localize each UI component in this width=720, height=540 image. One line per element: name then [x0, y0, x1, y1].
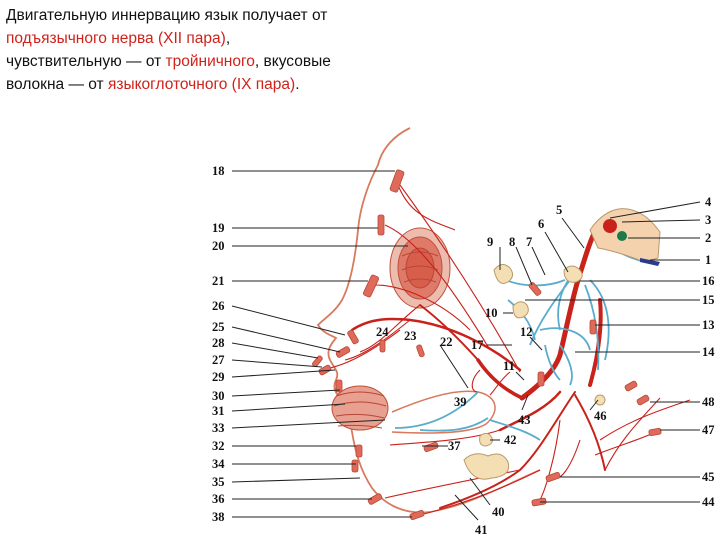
- label-6: 6: [538, 217, 545, 231]
- caption-highlight-hypoglossal: подъязычного нерва (XII пара): [6, 30, 226, 47]
- label-34: 34: [212, 457, 225, 471]
- label-40: 40: [492, 505, 505, 519]
- label-15: 15: [702, 293, 715, 307]
- label-11: 11: [503, 359, 515, 373]
- label-13: 13: [702, 318, 715, 332]
- caption-part: , чувствительную — от: [6, 30, 231, 70]
- label-43: 43: [518, 413, 531, 427]
- label-46: 46: [594, 409, 607, 423]
- label-32: 32: [212, 439, 225, 453]
- label-35: 35: [212, 475, 225, 489]
- caption-part: Двигательную иннервацию язык получает от: [6, 7, 328, 24]
- label-4: 4: [705, 195, 712, 209]
- label-14: 14: [702, 345, 715, 359]
- label-3: 3: [705, 213, 712, 227]
- label-41: 41: [475, 523, 488, 537]
- label-26: 26: [212, 299, 225, 313]
- label-42: 42: [504, 433, 517, 447]
- caption-part: , вкусовые волокна — от: [6, 53, 331, 93]
- label-44: 44: [702, 495, 715, 509]
- label-20: 20: [212, 239, 225, 253]
- caption-highlight-trigeminal: тройничного: [165, 53, 255, 70]
- label-10: 10: [485, 306, 498, 320]
- label-45: 45: [702, 470, 715, 484]
- label-9: 9: [487, 235, 494, 249]
- label-24: 24: [376, 325, 389, 339]
- label-7: 7: [526, 235, 533, 249]
- label-23: 23: [404, 329, 417, 343]
- label-29: 29: [212, 370, 225, 384]
- label-36: 36: [212, 492, 225, 506]
- label-25: 25: [212, 320, 225, 334]
- label-17: 17: [471, 338, 484, 352]
- label-1: 1: [705, 253, 712, 267]
- label-39: 39: [454, 395, 467, 409]
- label-12: 12: [520, 325, 533, 339]
- label-33: 33: [212, 421, 225, 435]
- brainstem: [590, 209, 660, 266]
- label-30: 30: [212, 389, 225, 403]
- label-48: 48: [702, 395, 715, 409]
- label-22: 22: [440, 335, 453, 349]
- label-31: 31: [212, 404, 225, 418]
- label-18: 18: [212, 164, 225, 178]
- label-2: 2: [705, 231, 712, 245]
- caption-part: .: [295, 76, 300, 93]
- label-8: 8: [509, 235, 516, 249]
- caption-highlight-glossopharyngeal: языкоглоточного (IX пара): [107, 76, 296, 93]
- label-28: 28: [212, 336, 225, 350]
- label-47: 47: [702, 423, 715, 437]
- label-38: 38: [212, 510, 225, 524]
- label-5: 5: [556, 203, 563, 217]
- label-37: 37: [448, 439, 461, 453]
- lips-muscle: [332, 386, 388, 430]
- label-19: 19: [212, 221, 225, 235]
- label-27: 27: [212, 353, 225, 367]
- label-16: 16: [702, 274, 715, 288]
- label-21: 21: [212, 274, 225, 288]
